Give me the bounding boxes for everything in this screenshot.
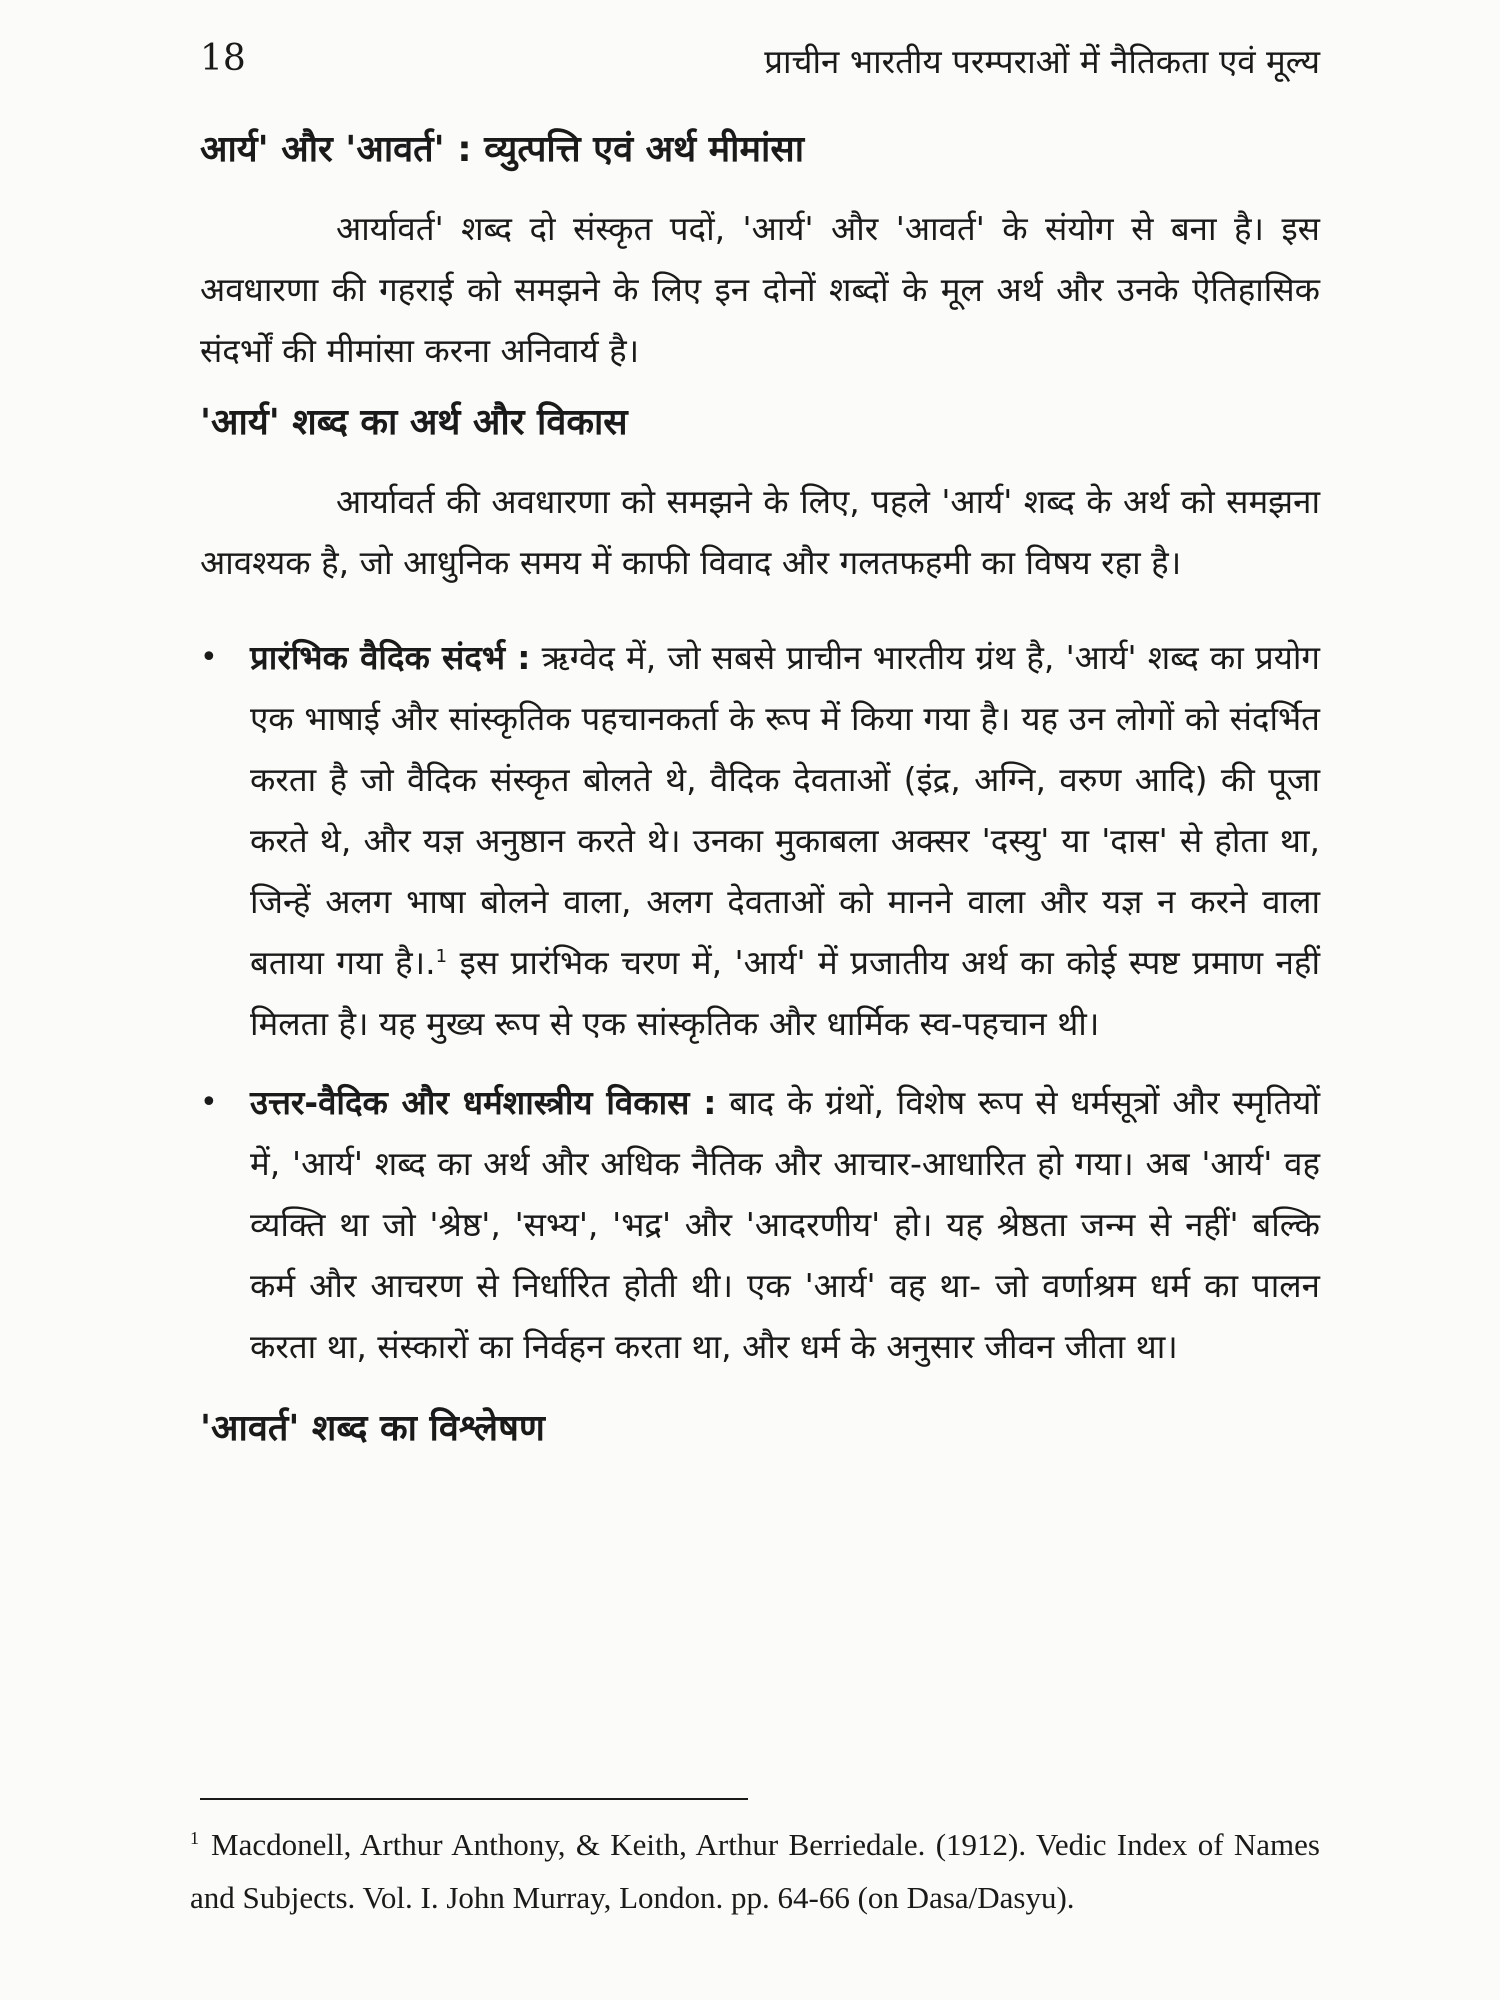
section-heading-avarta: 'आवर्त' शब्द का विश्लेषण [200,1408,545,1449]
page-number: 18 [200,38,246,79]
page-header [200,32,1320,92]
paragraph-intro: आर्यावर्त' शब्द दो संस्कृत पदों, 'आर्य' और 'आवर्त' के संयोग से बना है। इस अवधारणा की गहराई को समझने के लिए इन दोनों शब्दों के मूल अर्थ और उनके ऐतिहासिक संदर्भों की मीमांसा करना अनिवार्य है। [200,209,1320,370]
main-text [200,122,1320,1457]
footnote-mark: 1 [190,1827,199,1848]
bullet-lead: उत्तर-वैदिक और धर्मशास्त्रीय विकास : [250,1083,717,1122]
footnote [190,1818,1320,1924]
section-heading-etymology: आर्य' और 'आवर्त' : व्युत्पत्ति एवं अर्थ मीमांसा [200,129,805,170]
bullet-item-vedic [200,627,1320,1054]
footnote-divider [200,1798,748,1800]
bullet-text: ऋग्वेद में, जो सबसे प्राचीन भारतीय ग्रंथ है, 'आर्य' शब्द का प्रयोग एक भाषाई और सांस्कृतिक पहचानकर्ता के रूप में किया गया है। यह उन लोगों को संदर्भित करता है जो वैदिक संस्कृत बोलते थे, वैदिक देवताओं (इंद्र, अग्नि, वरुण आदि) की पूजा करते थे, और यज्ञ अनुष्ठान करते थे। उनका मुकाबला अक्सर 'दस्यु' या 'दास' से होता था, जिन्हें अलग भाषा बोलने वाला, अलग देवताओं को मानने वाला और यज्ञ न करने वाला बताया गया है।. [250,638,1320,982]
section-heading-arya: 'आर्य' शब्द का अर्थ और विकास [200,402,628,443]
bullet-lead: प्रारंभिक वैदिक संदर्भ : [250,638,531,677]
bullet-text: बाद के ग्रंथों, विशेष रूप से धर्मसूत्रों और स्मृतियों में, 'आर्य' शब्द का अर्थ और अधिक नैतिक और आचार-आधारित हो गया। अब 'आर्य' वह व्यक्ति था जो 'श्रेष्ठ', 'सभ्य', 'भद्र' और 'आदरणीय' हो। यह श्रेष्ठता जन्म से नहीं' बल्कि कर्म और आचरण से निर्धारित होती थी। एक 'आर्य' वह था- जो वर्णाश्रम धर्म का पालन करता था, संस्कारों का निर्वहन करता था, और धर्म के अनुसार जीवन जीता था। [250,1083,1320,1366]
footnote-reference[interactable]: 1 [435,946,448,967]
bullet-marker: • [200,640,218,675]
footnote-text: Macdonell, Arthur Anthony, & Keith, Arthur Berriedale. (1912). Vedic Index of Names and Subjects. Vol. I. John Murray, London. pp. 64-66 (on Dasa/Dasyu). [190,1827,1320,1915]
bullet-text-cont: इस प्रारंभिक चरण में, 'आर्य' में प्रजातीय अर्थ का कोई स्पष्ट प्रमाण नहीं मिलता है। यह मुख्य रूप से एक सांस्कृतिक और धार्मिक स्व-पहचान थी। [250,943,1320,1043]
bullet-marker: • [200,1085,218,1120]
bullet-item-post-vedic [200,1072,1320,1377]
bullet-list [200,627,1320,1377]
paragraph-arya: आर्यावर्त की अवधारणा को समझने के लिए, पहले 'आर्य' शब्द के अर्थ को समझना आवश्यक है, जो आधुनिक समय में काफी विवाद और गलतफहमी का विषय रहा है। [200,482,1320,582]
running-title: प्राचीन भारतीय परम्पराओं में नैतिकता एवं मूल्य [764,42,1320,81]
